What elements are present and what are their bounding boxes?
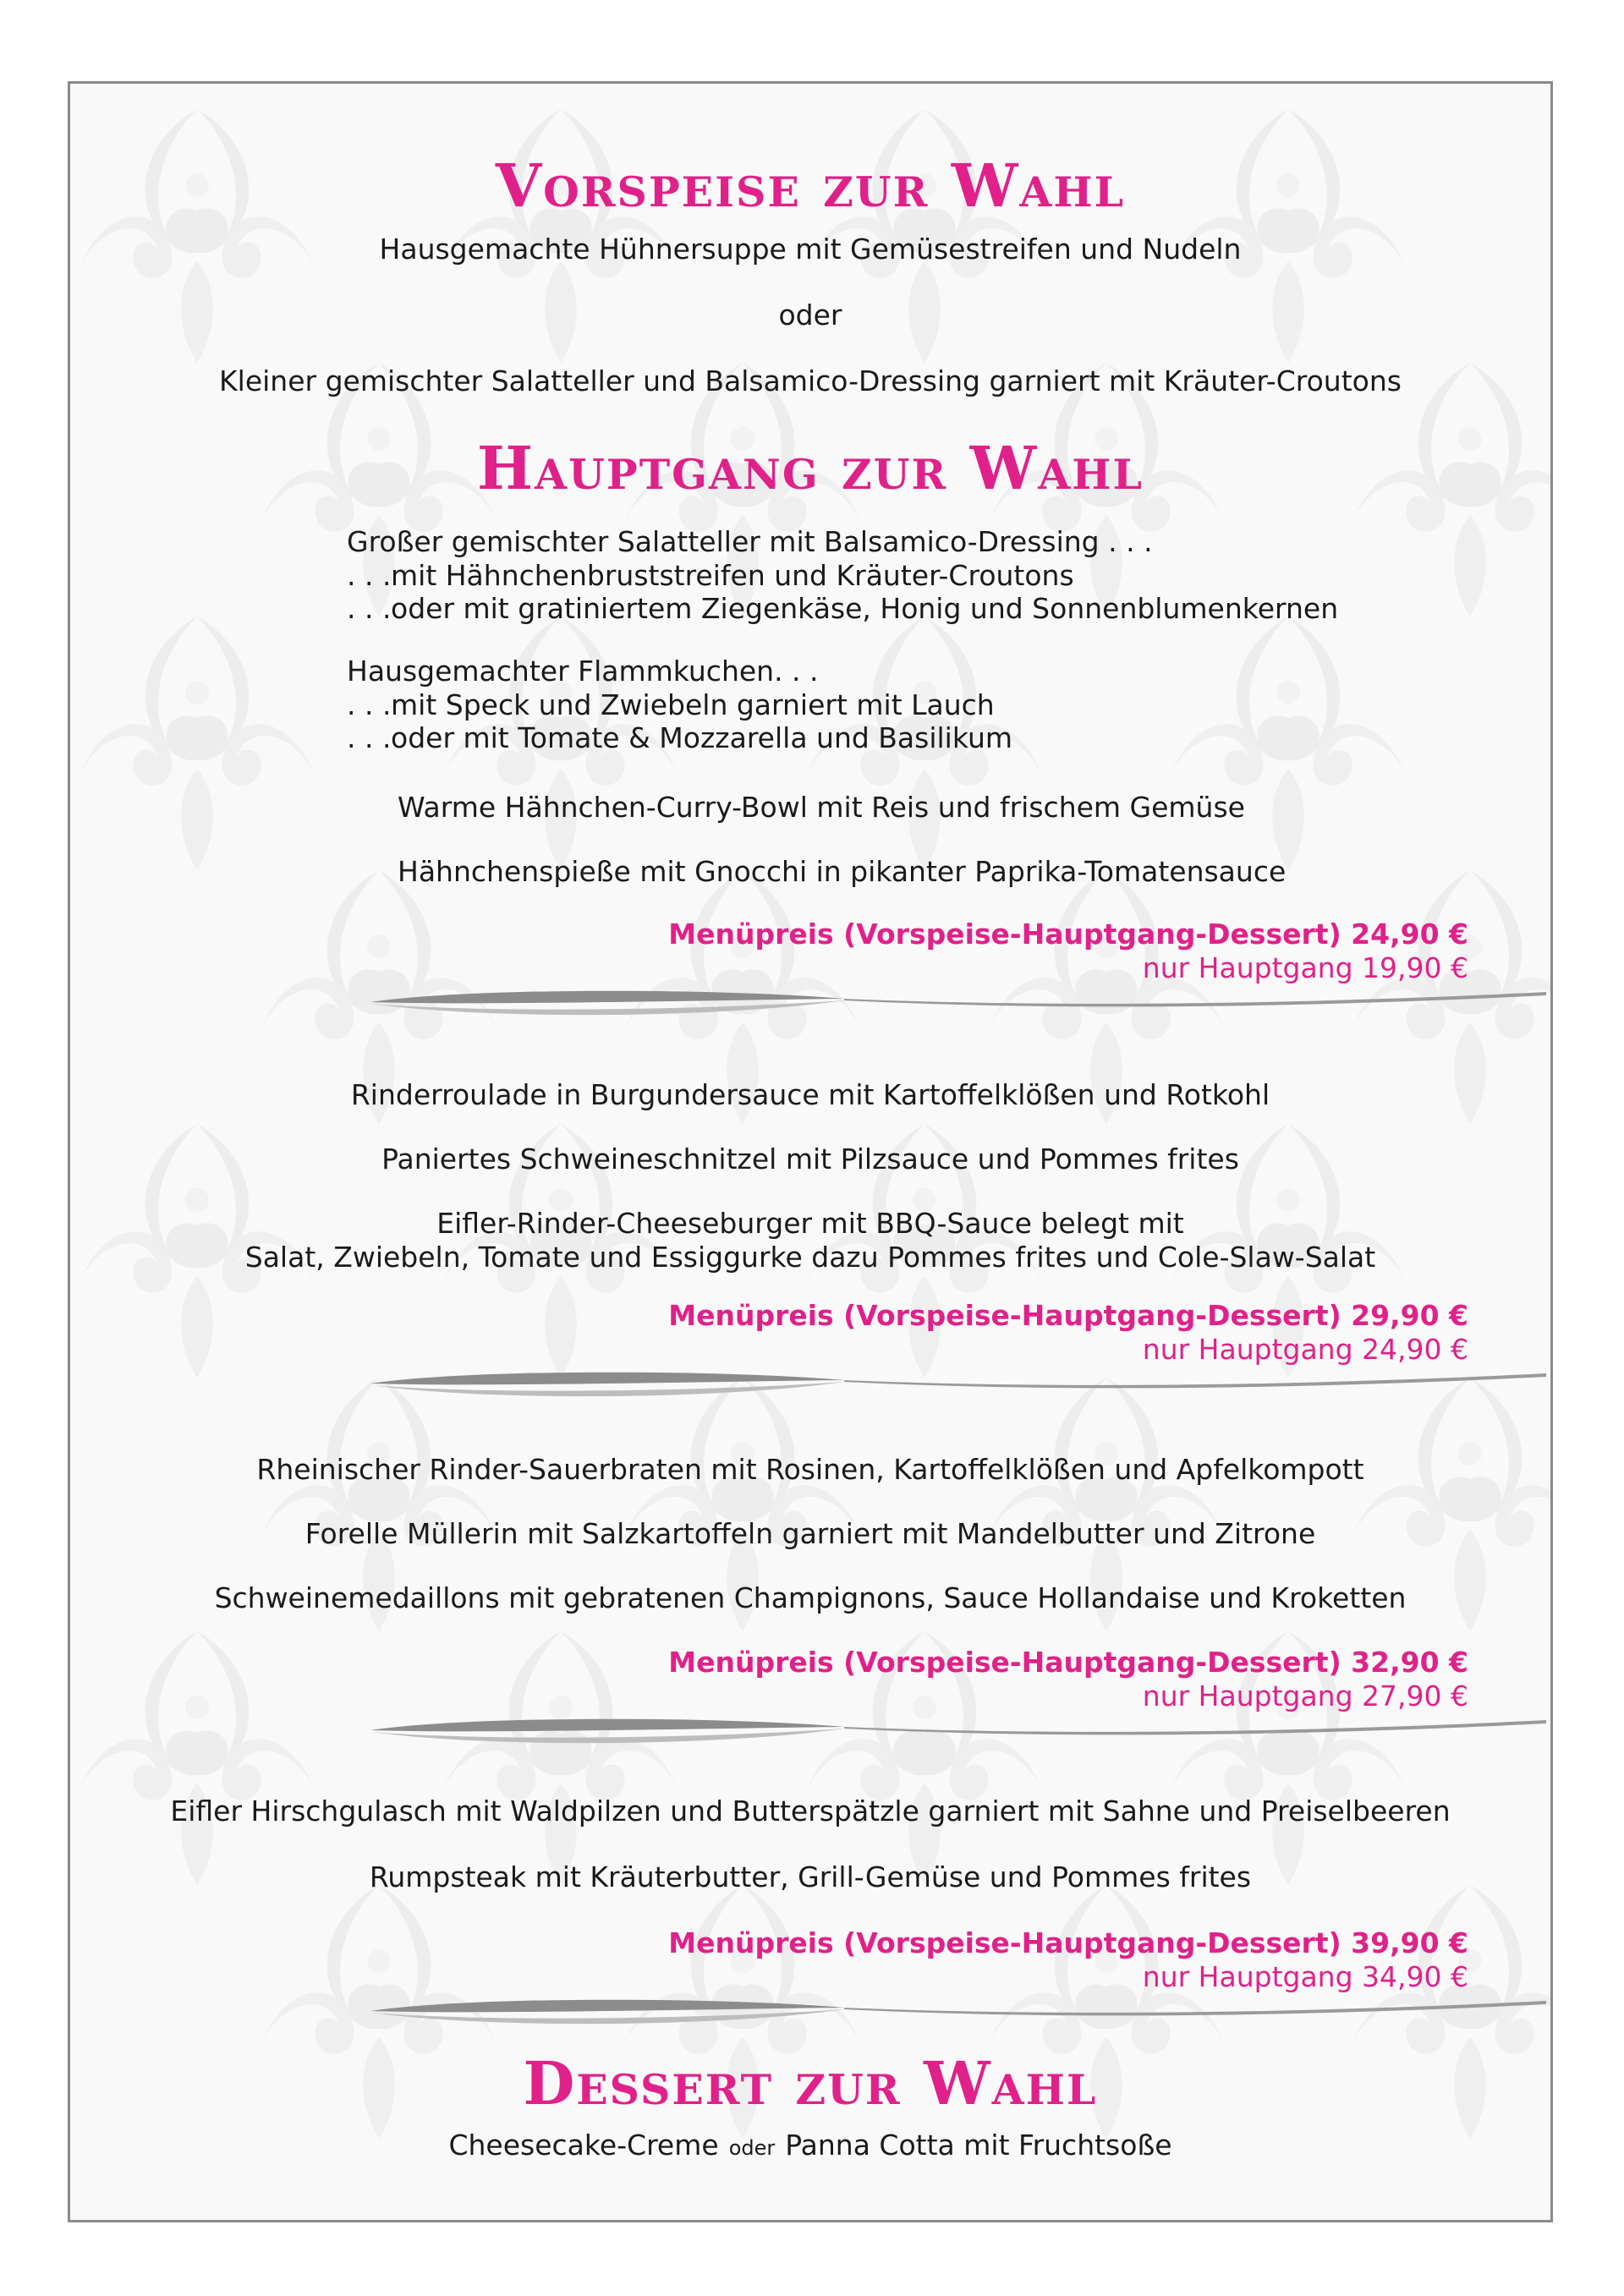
vorspeise-title: Vorspeise zur Wahl [495, 151, 1126, 221]
main-price-4: nur Hauptgang 34,90 € [1142, 1959, 1468, 1993]
menu-price-2: Menüpreis (Vorspeise-Hauptgang-Dessert) 29,90 € [668, 1299, 1468, 1332]
salad-block [347, 525, 1338, 626]
salad-option-2: . . .oder mit gratiniertem Ziegenkäse, Honig und Sonnenblumenkernen [347, 592, 1339, 626]
dish-forelle: Forelle Müllerin mit Salzkartoffeln garniert mit Mandelbutter und Zitrone [304, 1517, 1316, 1550]
dish-cheeseburger-line-1: Eifler-Rinder-Cheeseburger mit BBQ-Sauce belegt mit [436, 1207, 1184, 1240]
divider-swoosh-2 [370, 1362, 1546, 1404]
price-block-4 [668, 1926, 1468, 1993]
dish-hirschgulasch: Eifler Hirschgulasch mit Waldpilzen und Butterspätzle garniert mit Sahne und Preiselbeeren [170, 1795, 1451, 1827]
flammkuchen-option-1: . . .mit Speck und Zwiebeln garniert mit Lauch [347, 688, 995, 721]
menu-price-3: Menüpreis (Vorspeise-Hauptgang-Dessert) 32,90 € [668, 1646, 1468, 1679]
vorspeise-or: oder [778, 299, 842, 332]
salad-title: Großer gemischter Salatteller mit Balsamico-Dressing . . . [347, 525, 1153, 558]
vorspeise-item-2: Kleiner gemischter Salatteller und Balsamico-Dressing garniert mit Kräuter-Croutons [219, 364, 1402, 397]
price-block-2 [668, 1299, 1468, 1366]
menu-price-1: Menüpreis (Vorspeise-Hauptgang-Dessert) 24,90 € [668, 918, 1468, 951]
flammkuchen-block [347, 655, 1012, 755]
flammkuchen-title: Hausgemachter Flammkuchen. . . [347, 655, 819, 688]
divider-swoosh-4 [370, 1989, 1546, 2031]
dessert-item-2: Panna Cotta mit Fruchtsoße [785, 2129, 1172, 2162]
dish-schweinemedaillons: Schweinemedaillons mit gebratenen Champignons, Sauce Hollandaise und Kroketten [214, 1581, 1407, 1614]
dish-sauerbraten: Rheinischer Rinder-Sauerbraten mit Rosinen, Kartoffelklößen und Apfelkompott [256, 1453, 1364, 1486]
salad-option-1: . . .mit Hähnchenbruststreifen und Kräuter-Croutons [347, 558, 1074, 592]
dish-cheeseburger-line-2: Salat, Zwiebeln, Tomate und Essiggurke dazu Pommes frites und Cole-Slaw-Salat [244, 1241, 1376, 1274]
dish-rumpsteak: Rumpsteak mit Kräuterbutter, Grill-Gemüse und Pommes frites [369, 1860, 1252, 1893]
dessert-title: Dessert zur Wahl [523, 2048, 1098, 2118]
dish-rinderroulade: Rinderroulade in Burgundersauce mit Kartoffelklößen und Rotkohl [350, 1078, 1270, 1111]
hauptgang-title: Hauptgang zur Wahl [476, 433, 1144, 503]
main-price-3: nur Hauptgang 27,90 € [1142, 1679, 1468, 1712]
main-price-2: nur Hauptgang 24,90 € [1142, 1332, 1468, 1366]
vorspeise-item-1: Hausgemachte Hühnersuppe mit Gemüsestreifen und Nudeln [379, 233, 1242, 266]
main-price-1: nur Hauptgang 19,90 € [1142, 951, 1468, 984]
dish-schweineschnitzel: Paniertes Schweineschnitzel mit Pilzsauce und Pommes frites [381, 1143, 1239, 1175]
dessert-items [70, 2129, 1550, 2162]
divider-swoosh-3 [370, 1708, 1546, 1751]
dish-haehnchenspiesse: Hähnchenspieße mit Gnocchi in pikanter Paprika-Tomatensauce [398, 855, 1287, 888]
flammkuchen-option-2: . . .oder mit Tomate & Mozzarella und Basilikum [347, 721, 1013, 755]
menu-price-4: Menüpreis (Vorspeise-Hauptgang-Dessert) 39,90 € [668, 1926, 1468, 1959]
dessert-item-1: Cheesecake-Creme [448, 2129, 719, 2162]
dish-curry-bowl: Warme Hähnchen-Curry-Bowl mit Reis und frischem Gemüse [398, 791, 1245, 824]
divider-swoosh-1 [370, 980, 1546, 1022]
price-block-1 [668, 918, 1468, 984]
price-block-3 [668, 1646, 1468, 1712]
dessert-or: oder [728, 2136, 776, 2160]
menu-card [68, 81, 1553, 2222]
